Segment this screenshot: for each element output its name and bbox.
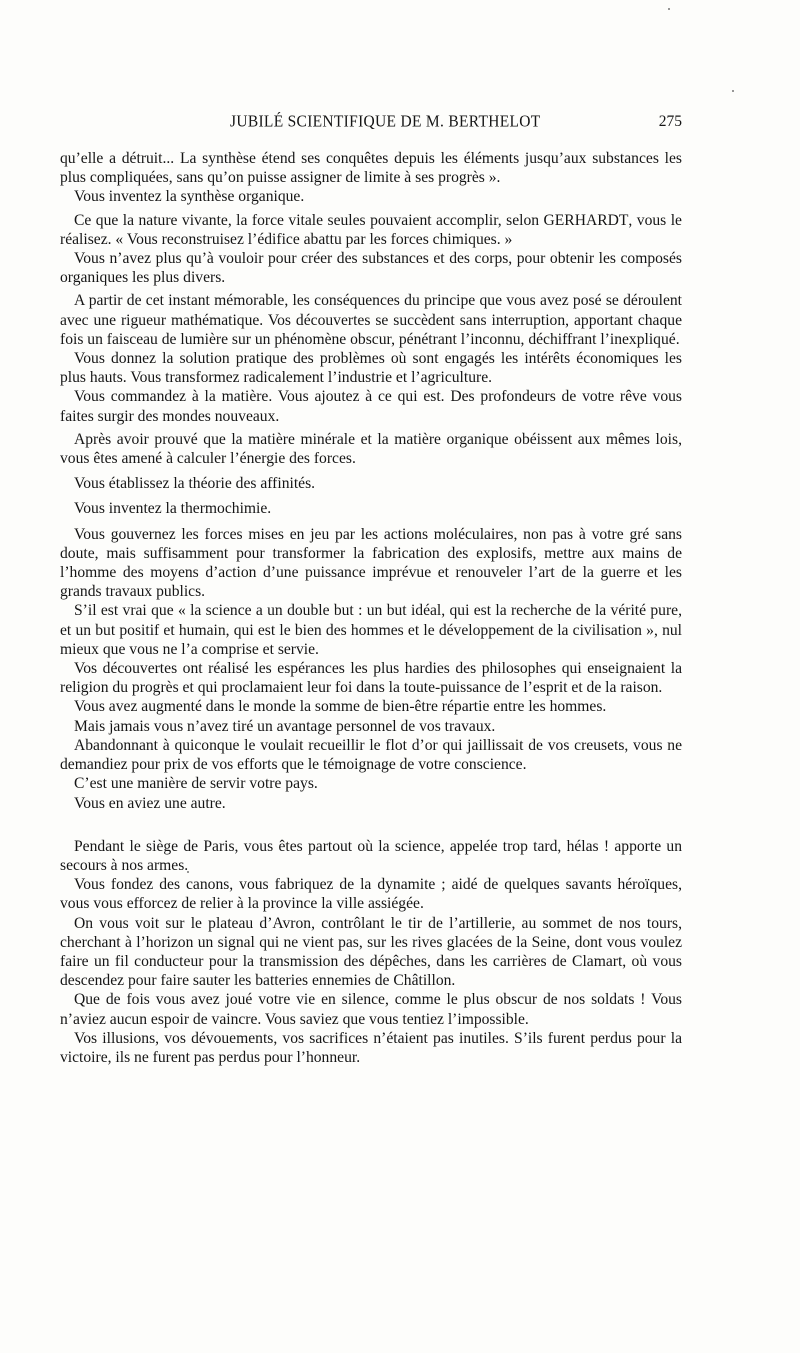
paragraph: Vous en aviez une autre. — [74, 794, 226, 812]
paragraph: Vous établissez la théorie des affinités. — [74, 475, 316, 493]
scan-speck — [732, 90, 734, 92]
paragraph: Que de fois vous avez joué votre vie en silence, comme le plus obscur de nos soldats ! Vous n’aviez aucun espoir de vaincre. Vous saviez que vous tentiez l’impossible. — [60, 991, 682, 1028]
paragraph: Vous n’avez plus qu’à vouloir pour créer des substances et des corps, pour obtenir les composés organiques les plus divers. — [60, 250, 682, 287]
paragraph: Vous donnez la solution pratique des problèmes où sont engagés les intérêts économiques les plus hauts. Vous transformez radicalement l’industrie et l’agriculture. — [60, 350, 682, 387]
paragraph: C’est une manière de servir votre pays. — [74, 775, 318, 793]
paragraph: Après avoir prouvé que la matière minérale et la matière organique obéissent aux mêmes lois, vous êtes amené à calculer l’énergie des forces. — [60, 430, 682, 468]
paragraph: qu’elle a détruit... La synthèse étend ses conquêtes depuis les éléments jusqu’aux substances les plus compliquées, sans qu’on puisse assigner de limite à ses progrès ». — [60, 150, 682, 187]
body-text — [60, 149, 682, 1067]
paragraph: Abandonnant à quiconque le voulait recueillir le flot d’or qui jaillissait de vos creusets, vous ne demandiez pour prix de vos efforts que le témoignage de votre conscience. — [60, 736, 682, 774]
paragraph: Vous avez augmenté dans le monde la somme de bien-être répartie entre les hommes. — [74, 698, 607, 716]
paragraph-text: Ce que la nature vivante, la force vitale seules pouvaient accomplir, selon — [74, 211, 540, 229]
paragraph — [60, 211, 682, 249]
paragraph-text: , vous le réalisez. « Vous reconstruisez l’édifice abattu par les forces chimiques. » — [60, 211, 682, 248]
running-title: JUBILÉ SCIENTIFIQUE DE M. BERTHELOT — [230, 112, 541, 131]
paragraph: Vos découvertes ont réalisé les espérances les plus hardies des philosophes qui enseignaient la religion du progrès et qui proclamaient leur foi dans la toute-puissance de l’esprit et de la raison. — [60, 660, 682, 697]
author-name: GERHARDT — [543, 211, 629, 229]
paragraph: A partir de cet instant mémorable, les conséquences du principe que vous avez posé se déroulent avec une rigueur mathématique. Vos découvertes se succèdent sans interruption, apportant chaque fois un faisceau de lumière sur un phénomène obscur, pénétrant l’inconnu, déchiffrant l’inexpliqué. — [60, 292, 682, 348]
paragraph: Vous inventez la synthèse organique. — [74, 188, 305, 206]
paragraph: Pendant le siège de Paris, vous êtes partout où la science, appelée trop tard, hélas ! apporte un secours à nos armes. — [60, 837, 682, 874]
paragraph: On vous voit sur le plateau d’Avron, contrôlant le tir de l’artillerie, au sommet de nos tours, cherchant à l’horizon un signal qui ne vient pas, sur les rives glacées de la Seine, dont vous voulez faire un fil conducteur pour la transmission des dépêches, dans les carrières de Clamart, où vous descendez pour faire sauter les batteries ennemies de Châtillon. — [60, 914, 682, 990]
paragraph: Mais jamais vous n’avez tiré un avantage personnel de vos travaux. — [74, 717, 496, 735]
scan-speck — [668, 8, 670, 10]
page-number: 275 — [658, 113, 682, 130]
paragraph: Vous gouvernez les forces mises en jeu par les actions moléculaires, non pas à votre gré sans doute, mais suffisamment pour transformer la fabrication des explosifs, mettre aux mains de l’homme des moyens d’action d’une puissance imprévue et renouveler l’art de la guerre et les grands travaux publics. — [60, 525, 682, 601]
paragraph: Vos illusions, vos dévouements, vos sacrifices n’étaient pas inutiles. S’ils furent perdus pour la victoire, ils ne furent pas perdus pour l’honneur. — [60, 1029, 682, 1066]
running-header — [60, 113, 682, 137]
paragraph: Vous inventez la thermochimie. — [74, 500, 272, 518]
paragraph: Vous commandez à la matière. Vous ajoutez à ce qui est. Des profondeurs de votre rêve vous faites surgir des mondes nouveaux. — [60, 388, 682, 425]
paragraph: S’il est vrai que « la science a un double but : un but idéal, qui est la recherche de la vérité pure, et un but positif et humain, qui est le bien des hommes et le développement de la civilisation », nul mieux que vous ne l’a comprise et servie. — [60, 602, 682, 658]
paragraph: Vous fondez des canons, vous fabriquez de la dynamite ; aidé de quelques savants héroïques, vous vous efforcez de relier à la province la ville assiégée. — [60, 876, 682, 913]
